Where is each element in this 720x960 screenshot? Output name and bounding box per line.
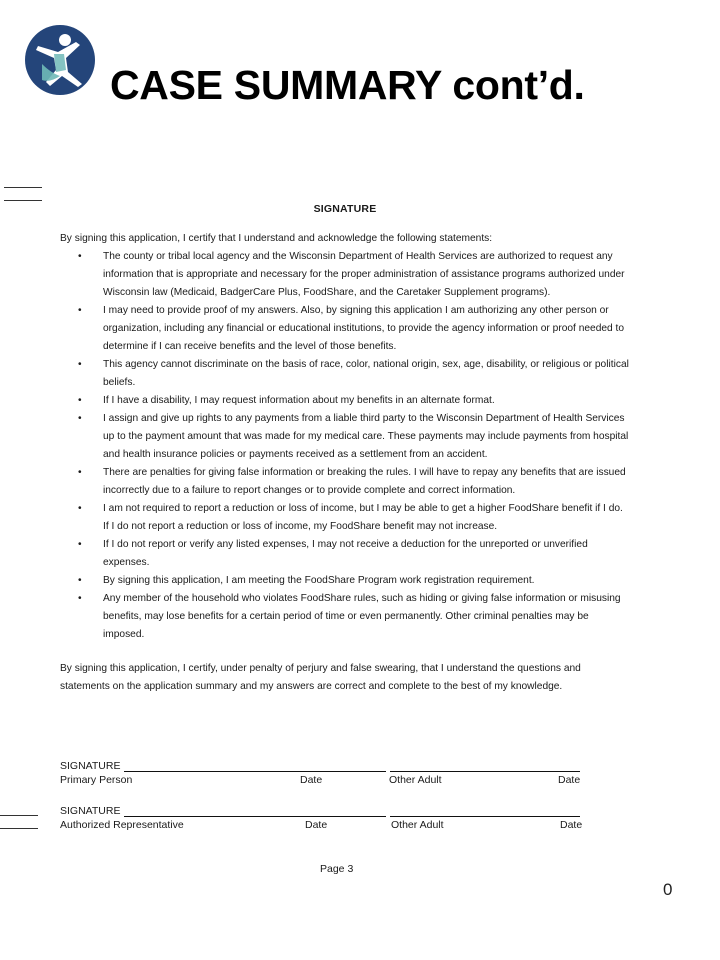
edge-rule xyxy=(0,828,38,829)
slide-title: CASE SUMMARY cont’d. xyxy=(110,62,585,108)
other-adult-signature-line[interactable] xyxy=(390,771,580,772)
signature-line[interactable] xyxy=(124,771,386,772)
list-item: • Any member of the household who violates FoodShare rules, such as hiding or giving false information or misusing benefits, may lose benefits for a certain period of time or even permanently. Other criminal penalties may be imposed. xyxy=(60,590,630,644)
list-item: • This agency cannot discriminate on the basis of race, color, national origin, sex, age, disability, or religious or political beliefs. xyxy=(60,356,630,392)
figure-in-circle-logo-icon xyxy=(24,24,96,96)
list-item: • I assign and give up rights to any payments from a liable third party to the Wisconsin Department of Health Services up to the payment amount that was made for my medical care. These payments may include payments from hospital and health insurance policies or payments received as a settlement from an accident. xyxy=(60,410,630,464)
list-item: • I may need to provide proof of my answers. Also, by signing this application I am authorizing any other person or organization, including any financial or educational institutions, to provide the agency information or proof needed to determine if I can receive benefits and the level of those benefits. xyxy=(60,302,630,356)
intro-text: By signing this application, I certify that I understand and acknowledge the following statements: xyxy=(60,233,493,244)
list-item: • If I have a disability, I may request information about my benefits in an alternate format. xyxy=(60,392,630,410)
slide-number: 0 xyxy=(663,880,673,899)
signature-row-primary xyxy=(60,760,620,790)
edge-rule xyxy=(4,187,42,188)
other-signer-label: Other Adult xyxy=(389,774,442,786)
date-label: Date xyxy=(305,819,328,831)
signature-row-representative xyxy=(60,805,620,835)
signature-label: SIGNATURE xyxy=(60,805,121,817)
signer-label: Authorized Representative xyxy=(60,819,184,831)
statement-list xyxy=(60,248,630,644)
list-item: • I am not required to report a reduction or loss of income, but I may be able to get a higher FoodShare benefit if I do. If I do not report a reduction or loss of income, my FoodShare benefit may not increase. xyxy=(60,500,630,536)
edge-rule xyxy=(4,200,42,201)
other-date-label: Date xyxy=(558,774,581,786)
page-number: Page 3 xyxy=(320,863,354,875)
list-item: • By signing this application, I am meeting the FoodShare Program work registration requirement. xyxy=(60,572,630,590)
signature-section xyxy=(60,200,630,696)
certification-text: By signing this application, I certify, under penalty of perjury and false swearing, that I understand the questions and statements on the application summary and my answers are correct and complete to the best of my knowledge. xyxy=(60,663,581,692)
other-date-label: Date xyxy=(560,819,583,831)
other-signer-label: Other Adult xyxy=(391,819,444,831)
section-heading: SIGNATURE xyxy=(313,203,377,215)
signer-label: Primary Person xyxy=(60,774,133,786)
date-label: Date xyxy=(300,774,323,786)
list-item: • If I do not report or verify any listed expenses, I may not receive a deduction for the unreported or unverified expenses. xyxy=(60,536,630,572)
other-adult-signature-line[interactable] xyxy=(390,816,580,817)
list-item: • There are penalties for giving false information or breaking the rules. I will have to repay any benefits that are issued incorrectly due to a failure to report changes or to provide complete and correct information. xyxy=(60,464,630,500)
signature-label: SIGNATURE xyxy=(60,760,121,772)
edge-rule xyxy=(0,815,38,816)
signature-line[interactable] xyxy=(124,816,386,817)
list-item: • The county or tribal local agency and the Wisconsin Department of Health Services are authorized to request any information that is appropriate and necessary for the proper administration of assistance programs authorized under Wisconsin law (Medicaid, BadgerCare Plus, FoodShare, and the Caretaker Supplement programs). xyxy=(60,248,630,302)
